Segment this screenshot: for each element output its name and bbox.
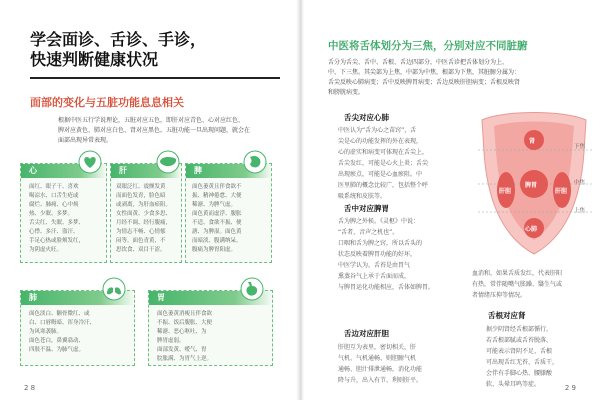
- heart-icon: [77, 150, 103, 174]
- section-title-tip: 舌尖对应心肺: [344, 113, 389, 122]
- zone-label-upper: 上焦: [574, 208, 586, 214]
- tongue-diagram: [474, 112, 594, 262]
- card-heart: [20, 163, 107, 263]
- right-page: [304, 0, 600, 400]
- card-lung-label: 肺: [21, 291, 134, 305]
- intro-line: 根据中医五行学说理论，五脏对应五色，即肝对应青色、心对应红色、: [58, 117, 245, 124]
- section-title-middle: 舌中对应脾胃: [344, 204, 389, 213]
- card-lung: [20, 290, 135, 366]
- stomach-icon: [239, 277, 265, 301]
- right-intro-paragraph: 舌分为舌尖、舌中、舌根、舌边四部分，中医舌诊把舌体划分为上、 中、下三焦。其尖部为上焦，中部为中焦，根部为下焦，其脏腑分属为： 舌尖反映心肺病变；舌中反映脾胃病变；舌边反映肝胆病变；舌根反映肾 和膀胱病变。: [328, 59, 521, 96]
- card-lung-text: 面色淡白、颧骨微红、或 白、口唇晦暗、浑身冷汗、 为风寒袭肺。 面色苍白，鼻翼翕动、 四肢不温、为肺气虚。: [29, 311, 96, 353]
- organ-label-liver-gall-right: 肝胆: [555, 188, 568, 195]
- section-title-edge: 舌边对应肝胆: [344, 329, 389, 338]
- card-liver: [110, 163, 182, 263]
- card-stomach-label: 胃: [149, 291, 272, 305]
- title-divider: [30, 77, 280, 79]
- zone-label-lower: 下焦: [574, 144, 586, 150]
- title-line-2: 快速判断健康状况: [30, 50, 159, 69]
- right-column-text: 血消和，如果舌质发红，代表肝阳 有热，常伴随嘴气胀躁、翳生气或 者情绪压抑等情况。: [472, 270, 563, 299]
- spleen-icon: [242, 150, 268, 174]
- intro-line: 面部出现异常表现。: [58, 137, 113, 144]
- card-stomach: [148, 290, 273, 366]
- right-page-title: 中医将舌体划分为三焦，分别对应不同脏腑: [328, 40, 528, 52]
- card-spleen-text: 面色萎黄且伴食欲不 振、精神倦怠、大便 稀溏、为脾气虚。 面色黄而虚浮、腹胀 不适、食欲不振、便 溏、为脾湿。面色黄 而暗淡、腹满纳呆。 腹痛为脾胃阳虚。: [192, 184, 242, 253]
- card-liver-text: 双眼泛红、震颤发黄 而面色发青，脸色暗 或剥离，为肝血瘀阻。 女性面黄、少食多思、 月经不调、经行腹痛， 为情志不畅、心情郁 闷等。面色青黄，不 思饮食、双目干涩。: [116, 184, 172, 253]
- left-page: [0, 0, 296, 400]
- title-line-1: 学会面诊、舌诊、手诊，: [30, 30, 207, 49]
- section-body-edge: 肝胆互为表里，密切相关，肝 气机、气机通畅、则胆腑气机 通畅、胆汁排泄通畅，消化功能 降与升，出入有节、利则肝平。: [338, 344, 423, 384]
- page-number-left: 2 8: [24, 384, 36, 392]
- card-stomach-text: 面色萎黄消瘦且伴食欲 不振、饭后腹胀、大便 稀溏、恶心呕吐、为 脾胃虚弱。 面部发黄、嗳气、胃 脘胀满、为胃气上逆。: [157, 311, 213, 362]
- section-subtitle: 面部的变化与五脏功能息息相关: [30, 96, 184, 109]
- section-body-root: 据少阴肾经舌根部循行， 若舌根部腻或舌苔脱落、 可能表示肾阴不足、舌根 可出现舌红无苔、舌质干， 会伴有手脚心热、腰膝酸 软、头晕耳鸣等症。: [486, 326, 559, 388]
- organ-label-spleen-stomach: 脾胃: [525, 182, 538, 189]
- card-heart-label: 心: [21, 164, 106, 178]
- liver-icon: [155, 150, 181, 174]
- zone-label-middle: 中焦: [574, 180, 586, 186]
- page-title: [30, 30, 280, 70]
- section-body-tip: 中医认为“舌为心之苗窍”，舌 尖是心的功能发挥的外在表现， 心的虚实和病变可体现在舌尖上， 舌尖发红，可能是心火上炎；舌尖 出现瘀点，可能是心血瘀阻。中 医里肺的概念比较广，包括整个呼 吸系统和皮肤等。: [338, 127, 429, 200]
- card-spleen-label: 脾: [186, 164, 271, 178]
- organ-label-kidney: 肾: [529, 138, 536, 145]
- page-number-right: 2 9: [564, 384, 576, 392]
- organ-label-liver-gall-left: 肝胆: [499, 188, 512, 195]
- card-liver-label: 肝: [111, 164, 181, 178]
- book-gutter: [296, 0, 304, 400]
- intro-paragraph: [58, 116, 278, 146]
- section-title-root: 舌根对应肾: [488, 311, 526, 320]
- lung-icon: [101, 277, 127, 301]
- card-spleen: [185, 163, 272, 263]
- card-heart-text: 面红、眼子干、喜欢 喝凉水、口舌生疮或 腐烂、肺痈、心中烦 热、少眠、多梦。 舌尖红、失眠、多梦、 心悸、多汗、盗汗、 手足心热或脸颊发红， 为阴虚火旺。: [29, 184, 85, 253]
- intro-line: 脾对应黄色、肺对应白色、肾对应黑色。五脏功能一旦出现问题，就会在: [58, 127, 251, 134]
- section-body-middle: 舌为脾之外候。《灵枢》中说： “舌者，音声之机也”。 口咽和舌为脾之窍，所以舌头的 状态反映着脾胃功能的好坏， 中医学认为，舌苔是由胃气 熏蒸谷气上承于舌面而成， 与脾胃运化功能相应，舌体如脾胃。: [338, 218, 435, 291]
- organ-label-heart-lung: 心肺: [525, 226, 538, 233]
